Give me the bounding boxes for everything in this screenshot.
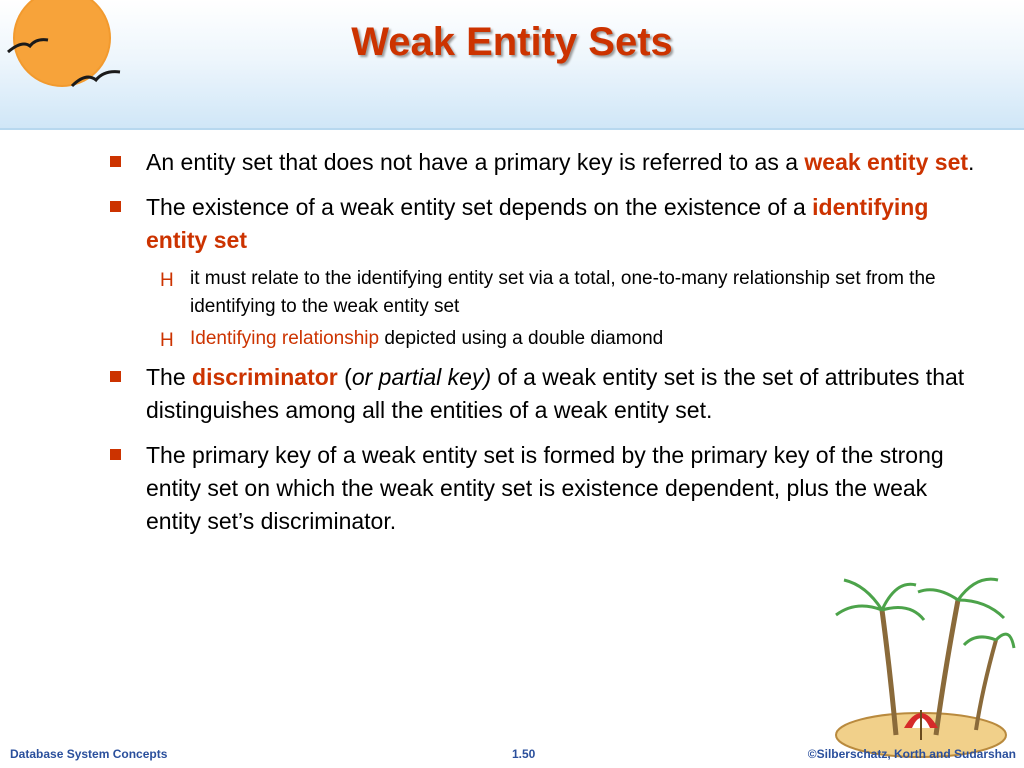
palm-island-icon (826, 570, 1016, 760)
footer-left: Database System Concepts (10, 747, 168, 761)
bullet-3-term: discriminator (192, 364, 338, 390)
bullet-3-pre: The (146, 364, 193, 390)
sub-bullet-1-text: it must relate to the identifying entity set via a total, one-to-many relationship set from the identifying to the weak entity set (190, 268, 936, 317)
bullet-2 (110, 191, 980, 257)
bullet-1-post: . (968, 149, 975, 175)
slide-title: Weak Entity Sets (351, 20, 673, 64)
sub-bullet-2 (110, 325, 980, 353)
bullet-2-text: The existence of a weak entity set depends on the existence of a (146, 194, 813, 220)
square-bullet-icon (110, 449, 121, 460)
square-bullet-icon (110, 371, 121, 382)
footer-copyright: ©Silberschatz, Korth and Sudarshan (807, 747, 1016, 761)
bullet-1-term: weak entity set (804, 149, 969, 175)
slide-content (110, 146, 980, 550)
sub-bullet-2-text: depicted using a double diamond (379, 328, 664, 349)
bullet-1 (110, 146, 980, 179)
bullet-4-text: The primary key of a weak entity set is formed by the primary key of the strong entity set on which the weak entity set is existence dependent, plus the weak entity set’s discriminator. (146, 442, 944, 534)
bullet-2-term: identifying entity set (146, 194, 929, 253)
square-bullet-icon (110, 156, 121, 167)
bullet-1-text: An entity set that does not have a primary key is referred to as a (146, 149, 805, 175)
bullet-3-italic: or partial key) (351, 364, 492, 390)
sub-bullet-2-term: Identifying relationship (190, 328, 380, 349)
sub-bullet-icon: H (160, 330, 174, 351)
square-bullet-icon (110, 201, 121, 212)
sub-bullet-icon: H (160, 270, 174, 291)
footer-page-number: 1.50 (512, 747, 536, 761)
bullet-3-text: of a weak entity set is the set of attributes that distinguishes among all the entities of a weak entity set. (146, 364, 965, 423)
sub-bullet-1 (110, 265, 980, 321)
bullet-3-mid: ( (337, 364, 352, 390)
bullet-3 (110, 361, 980, 427)
bullet-4 (110, 439, 980, 538)
